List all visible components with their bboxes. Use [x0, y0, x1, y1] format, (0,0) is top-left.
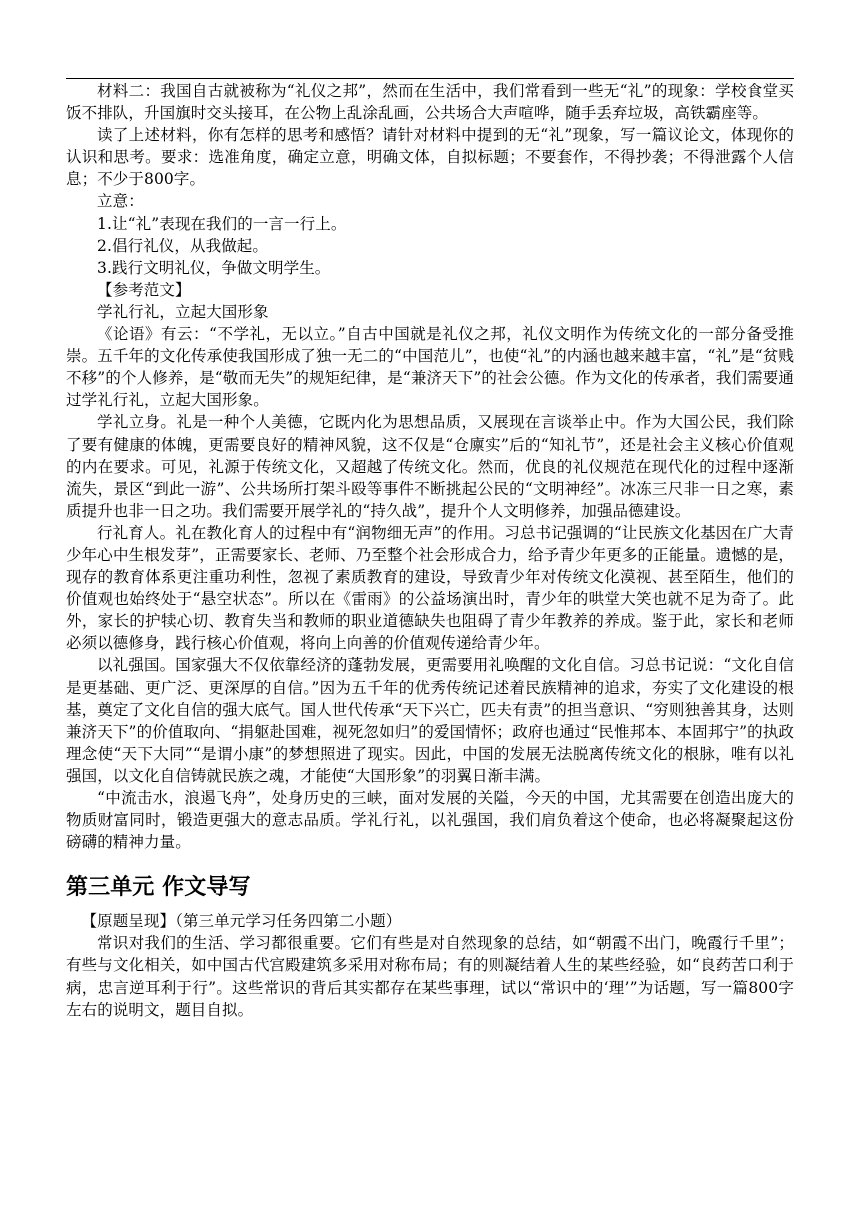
essay-paragraph: 《论语》有云：“不学礼，无以立。”自古中国就是礼仪之邦，礼仪文明作为传统文化的一部分备受推崇。五千年的文化传承使我国形成了独一无二的“中国范儿”，也使“礼”的内涵也越来越丰富，“礼”是“贫贱不移”的个人修养，是“敬而无失”的规矩纪律，是“兼济天下”的社会公德。作为文化的传承者，我们需要通过学礼行礼，立起大国形象。 — [66, 325, 794, 410]
essay-title: 学礼行礼，立起大国形象 — [97, 302, 269, 321]
header-rule — [66, 78, 794, 79]
document-body — [66, 80, 794, 1021]
section-title: 第三单元 作文导写 — [66, 875, 251, 901]
essay-paragraph: 行礼育人。礼在教化育人的过程中有“润物细无声”的作用。习总书记强调的“让民族文化基因在广大青少年心中生根发芽”，正需要家长、老师、乃至整个社会形成合力，给予青少年更多的正能量。遗憾的是，现存的教育体系更注重功利性，忽视了素质教育的建设，导致青少年对传统文化漠视、甚至陌生，他们的价值观也始终处于“悬空状态”。所以在《雷雨》的公益场演出时，青少年的哄堂大笑也就不足为奇了。此外，家长的护犊心切、教育失当和教师的职业道德缺失也阻碍了青少年教养的养成。鉴于此，家长和老师必须以德修身，践行核心价值观，将向上向善的价值观传递给青少年。 — [66, 523, 795, 653]
material-two-paragraph: 材料二：我国自古就被称为“礼仪之邦”，然而在生活中，我们常看到一些无“礼”的现象：学校食堂买饭不排队，升国旗时交头接耳，在公物上乱涂乱画，公共场合大声喧哗，随手丢弃垃圾，高铁霸座等。 — [66, 82, 794, 123]
idea-item: 2.倡行礼仪，从我做起。 — [97, 236, 268, 255]
origin-label: 【原题呈现】 — [81, 912, 176, 931]
origin-heading — [66, 910, 794, 932]
writing-prompt-paragraph: 读了上述材料，你有怎样的思考和感悟？请针对材料中提到的无“礼”现象，写一篇议论文，体现你的认识和思考。要求：选准角度，确定立意，明确文体，自拟标题；不要套作，不得抄袭；不得泄露个人信息；不少于800字。 — [66, 126, 794, 189]
origin-question-text: 常识对我们的生活、学习都很重要。它们有些是对自然现象的总结，如“朝霞不出门，晚霞行千里”；有些与文化相关，如中国古代宫殿建筑多采用对称布局；有的则凝结着人生的某些经验，如“良药苦口利于病，忠言逆耳利于行”。这些常识的背后其实都存在某些事理，试以“常识中的‘理’”为话题，写一篇800字左右的说明文，题目自拟。 — [66, 934, 794, 1019]
idea-item: 3.践行文明礼仪，争做文明学生。 — [97, 258, 331, 277]
essay-paragraph: 以礼强国。国家强大不仅依靠经济的蓬勃发展，更需要用礼唤醒的文化自信。习总书记说：“文化自信是更基础、更广泛、更深厚的自信。”因为五千年的优秀传统记述着民族精神的追求，夯实了文化建设的根基，奠定了文化自信的强大底气。国人世代传承“天下兴亡，匹夫有责”的担当意识、“穷则独善其身，达则兼济天下”的价值取向、“捐躯赴国难，视死忽如归”的爱国情怀；政府也通过“民惟邦本、本固邦宁”的执政理念使“天下大同”“是谓小康”的梦想照进了现实。因此，中国的发展无法脱离传统文化的根脉，唯有以礼强国，以文化自信铸就民族之魂，才能使“大国形象”的羽翼日渐丰满。 — [66, 656, 794, 785]
origin-source: （第三单元学习任务四第二小题） — [175, 912, 402, 931]
sample-essay-label: 【参考范文】 — [97, 280, 191, 299]
essay-paragraph: 学礼立身。礼是一种个人美德，它既内化为思想品质，又展现在言谈举止中。作为大国公民，我们除了要有健康的体魄，更需要良好的精神风貌，这不仅是“仓廪实”后的“知礼节”，还是社会主义核心价值观的内在要求。可见，礼源于传统文化，又超越了传统文化。然而，优良的礼仪规范在现代化的过程中逐渐流失，景区“到此一游”、公共场所打架斗殴等事件不断挑起公民的“文明神经”。冰冻三尺非一日之寒，素质提升也非一日之功。我们需要开展学礼的“持久战”，提升个人文明修养，加强品德建设。 — [66, 413, 794, 520]
ideas-label: 立意： — [97, 192, 144, 211]
idea-item: 1.让“礼”表现在我们的一言一行上。 — [97, 214, 347, 233]
essay-paragraph: “中流击水，浪遏飞舟”，处身历史的三峡，面对发展的关隘，今天的中国，尤其需要在创造出庞大的物质财富同时，锻造更强大的意志品质。学礼行礼，以礼强国，我们肩负着这个使命，也必将凝聚起这份磅礴的精神力量。 — [66, 789, 794, 852]
